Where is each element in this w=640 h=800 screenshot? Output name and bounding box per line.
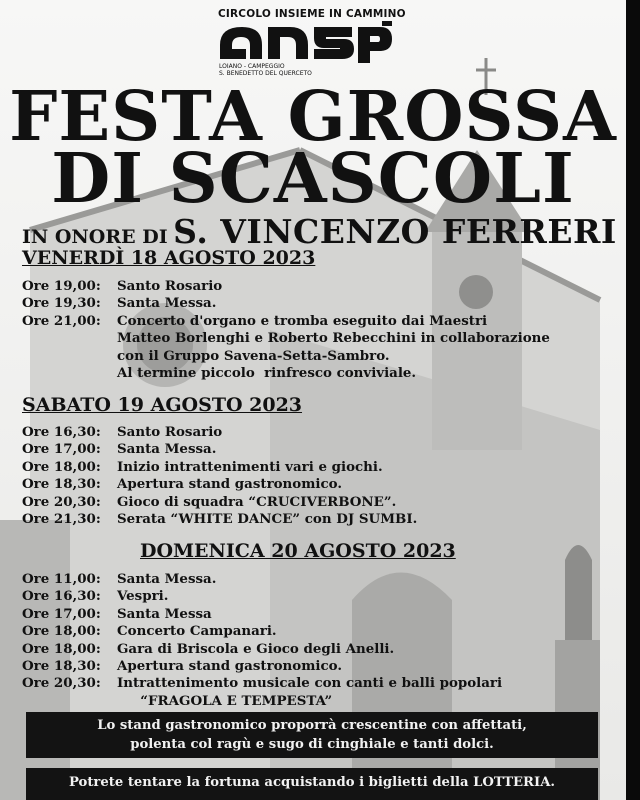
event-time: Ore 17,00: bbox=[22, 605, 101, 622]
event-description: Matteo Borlenghi e Roberto Rebecchini in collaborazione bbox=[117, 330, 550, 347]
schedule-friday bbox=[22, 278, 550, 382]
food-notice-line-2: polenta col ragù e sugo di cinghiale e tanti dolci. bbox=[130, 737, 494, 752]
schedule-row bbox=[22, 571, 502, 588]
title-line-2: DI SCASCOLI bbox=[51, 139, 575, 219]
event-time: Ore 18,30: bbox=[22, 658, 101, 675]
event-description: Santa Messa. bbox=[117, 295, 217, 312]
event-time: Ore 21,00: bbox=[22, 312, 101, 329]
event-description: Serata “WHITE DANCE” con DJ SUMBI. bbox=[117, 511, 418, 528]
day-heading-friday: VENERDÌ 18 AGOSTO 2023 bbox=[22, 247, 316, 269]
schedule-row bbox=[22, 623, 502, 640]
event-description: Vespri. bbox=[117, 588, 169, 605]
anspi-wordmark bbox=[216, 21, 394, 63]
event-description: Al termine piccolo rinfresco conviviale. bbox=[117, 365, 417, 382]
event-time bbox=[22, 348, 117, 365]
event-time: Ore 20,30: bbox=[22, 493, 101, 510]
schedule-row bbox=[22, 588, 502, 605]
event-time: Ore 21,30: bbox=[22, 511, 101, 528]
event-description: Gioco di squadra “CRUCIVERBONE”. bbox=[117, 493, 397, 510]
event-time: Ore 11,00: bbox=[22, 571, 101, 587]
event-description: Gara di Briscola e Gioco degli Anelli. bbox=[117, 640, 395, 657]
event-time: Ore 18,00: bbox=[22, 623, 101, 640]
event-description: Apertura stand gastronomico. bbox=[117, 476, 342, 493]
event-description: Apertura stand gastronomico. bbox=[117, 658, 342, 675]
schedule-row bbox=[22, 476, 417, 493]
schedule-row bbox=[22, 494, 417, 511]
schedule-row bbox=[22, 424, 417, 441]
schedule-row bbox=[22, 459, 417, 476]
event-time: Ore 19,00: bbox=[22, 278, 101, 294]
event-description: Santa Messa bbox=[117, 605, 212, 622]
event-description: Intrattenimento musicale con canti e balli popolari bbox=[117, 675, 503, 692]
event-time: Ore 17,00: bbox=[22, 441, 101, 458]
logo-location-line-1: LOIANO - CAMPEGGIO bbox=[219, 63, 285, 70]
lottery-notice: Potrete tentare la fortuna acquistando i biglietti della LOTTERIA. bbox=[26, 768, 598, 800]
schedule-row bbox=[22, 675, 502, 692]
event-time: Ore 18,30: bbox=[22, 476, 101, 493]
event-description: con il Gruppo Savena-Setta-Sambro. bbox=[117, 347, 390, 364]
event-time bbox=[22, 330, 117, 347]
dedication-prefix: IN ONORE DI bbox=[22, 226, 168, 248]
event-description: Santa Messa. bbox=[117, 571, 217, 587]
event-description: Concerto Campanari. bbox=[117, 623, 277, 640]
right-border bbox=[626, 0, 640, 800]
schedule-sunday bbox=[22, 571, 502, 710]
event-description: Concerto d'organo e tromba eseguito dai Maestri bbox=[117, 312, 488, 329]
event-time: Ore 18,00: bbox=[22, 640, 101, 657]
food-notice-line-1: Lo stand gastronomico proporrà crescentine con affettati, bbox=[97, 718, 527, 733]
logo-organization: CIRCOLO INSIEME IN CAMMINO bbox=[218, 8, 406, 20]
day-heading-saturday: SABATO 19 AGOSTO 2023 bbox=[22, 394, 303, 416]
event-time bbox=[22, 693, 117, 710]
event-description: Santo Rosario bbox=[117, 424, 223, 440]
event-time bbox=[22, 365, 117, 382]
saint-name: S. VINCENZO FERRERI bbox=[173, 212, 617, 251]
schedule-row bbox=[22, 313, 550, 330]
schedule-row bbox=[22, 330, 550, 347]
logo-location-line-2: S. BENEDETTO DEL QUERCETO bbox=[219, 70, 312, 77]
event-time: Ore 19,30: bbox=[22, 295, 101, 312]
food-stand-notice bbox=[26, 712, 598, 758]
schedule-row bbox=[22, 278, 550, 295]
event-time: Ore 20,30: bbox=[22, 675, 101, 692]
schedule-saturday bbox=[22, 424, 417, 528]
event-description: Santa Messa. bbox=[117, 441, 217, 458]
schedule-row bbox=[22, 606, 502, 623]
title-line-1: FESTA GROSSA bbox=[9, 77, 617, 157]
schedule-row bbox=[22, 641, 502, 658]
event-description: “FRAGOLA E TEMPESTA” bbox=[117, 692, 333, 709]
event-description: Inizio intrattenimenti vari e giochi. bbox=[117, 458, 383, 475]
anspi-logo bbox=[216, 8, 406, 77]
day-heading-sunday: DOMENICA 20 AGOSTO 2023 bbox=[140, 540, 456, 562]
dedication bbox=[22, 212, 617, 251]
schedule-row bbox=[22, 348, 550, 365]
event-time: Ore 16,30: bbox=[22, 588, 101, 605]
schedule-row bbox=[22, 295, 550, 312]
event-description: Santo Rosario bbox=[117, 278, 223, 294]
event-time: Ore 18,00: bbox=[22, 458, 101, 475]
schedule-row bbox=[22, 658, 502, 675]
schedule-row bbox=[22, 693, 502, 710]
schedule-row bbox=[22, 365, 550, 382]
schedule-row bbox=[22, 511, 417, 528]
schedule-row bbox=[22, 441, 417, 458]
event-time: Ore 16,30: bbox=[22, 424, 101, 440]
